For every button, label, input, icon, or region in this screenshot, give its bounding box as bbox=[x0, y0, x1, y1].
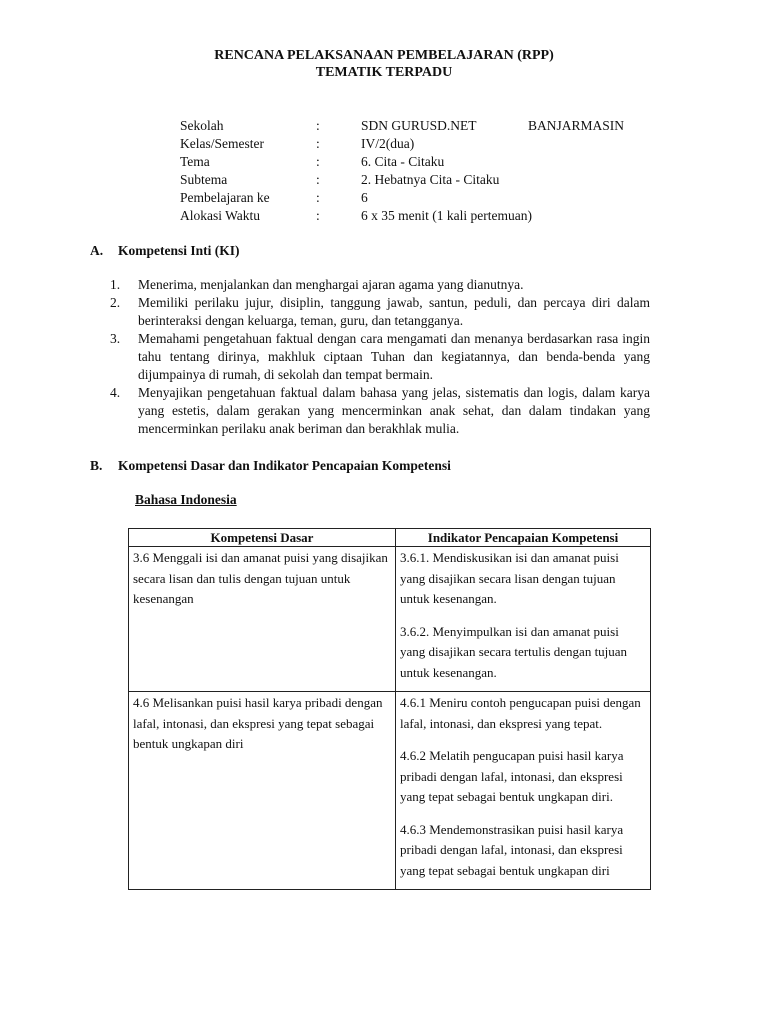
info-label: Alokasi Waktu bbox=[180, 208, 261, 223]
info-colon: : bbox=[316, 154, 320, 169]
indicator-cell bbox=[396, 692, 651, 890]
list-number: 4. bbox=[110, 385, 121, 400]
table-row bbox=[129, 547, 651, 692]
list-number: 1. bbox=[110, 277, 121, 292]
section-title: Kompetensi Dasar dan Indikator Pencapaian Kompetensi bbox=[118, 458, 451, 473]
info-label: Sekolah bbox=[180, 118, 224, 133]
document-title: RENCANA PELAKSANAAN PEMBELAJARAN (RPP) bbox=[214, 48, 554, 63]
info-city: BANJARMASIN bbox=[528, 118, 625, 133]
indicator-item: 3.6.2. Menyimpulkan isi dan amanat puisi yang disajikan secara tertulis dengan tujuan untuk kesenangan. bbox=[400, 623, 628, 680]
indicator-cell bbox=[396, 547, 651, 692]
info-value: 6 x 35 menit (1 kali pertemuan) bbox=[361, 208, 532, 223]
info-colon: : bbox=[316, 208, 320, 223]
indicator-item: 3.6.1. Mendiskusikan isi dan amanat puisi yang disajikan secara lisan dengan tujuan untuk kesenangan. bbox=[400, 550, 619, 606]
column-header-indicator: Indikator Pencapaian Kompetensi bbox=[396, 529, 651, 547]
list-text: Memiliki perilaku jujur, disiplin, tanggung jawab, santun, peduli, dan percaya diri dalam berinteraksi dengan keluarga, teman, guru, dan tetangganya. bbox=[138, 295, 650, 328]
section-b-heading bbox=[90, 458, 451, 474]
list-item bbox=[110, 276, 650, 294]
list-text: Menyajikan pengetahuan faktual dalam bahasa yang jelas, sistematis dan logis, dalam karya yang estetis, dalam gerakan yang mencerminkan anak sehat, dan dalam tindakan yang mencerminkan perilaku anak beriman dan berakhlak mulia. bbox=[138, 385, 650, 436]
info-label: Subtema bbox=[180, 172, 228, 187]
table-header-row bbox=[129, 529, 651, 547]
competency-table bbox=[128, 528, 651, 890]
section-letter: B. bbox=[90, 458, 103, 473]
section-a-heading bbox=[90, 243, 240, 259]
info-label: Pembelajaran ke bbox=[180, 190, 270, 205]
list-number: 2. bbox=[110, 295, 121, 310]
info-value: 2. Hebatnya Cita - Citaku bbox=[361, 172, 500, 187]
subject-heading: Bahasa Indonesia bbox=[135, 492, 237, 507]
info-colon: : bbox=[316, 136, 320, 151]
kompetensi-inti-list bbox=[110, 276, 650, 438]
info-label: Tema bbox=[180, 154, 210, 169]
info-colon: : bbox=[316, 190, 320, 205]
info-value: 6 bbox=[361, 190, 368, 205]
list-item bbox=[110, 330, 650, 384]
list-item bbox=[110, 294, 650, 330]
info-value: SDN GURUSD.NET bbox=[361, 118, 477, 133]
column-header-kd: Kompetensi Dasar bbox=[129, 529, 396, 547]
indicator-item: 4.6.1 Meniru contoh pengucapan puisi dengan lafal, intonasi, dan ekspresi yang tepat. bbox=[400, 695, 641, 731]
kd-cell: 3.6 Menggali isi dan amanat puisi yang disajikan secara lisan dan tulis dengan tujuan untuk kesenangan bbox=[129, 547, 396, 692]
info-colon: : bbox=[316, 118, 320, 133]
indicator-item: 4.6.3 Mendemonstrasikan puisi hasil karya pribadi dengan lafal, intonasi, dan ekspresi yang tepat sebagai bentuk ungkapan diri bbox=[400, 821, 624, 878]
list-text: Memahami pengetahuan faktual dengan cara mengamati dan menanya berdasarkan rasa ingin tahu tentang dirinya, makhluk ciptaan Tuhan dan kegiatannya, dan benda-benda yang dijumpainya di rumah, di sekolah dan tempat bermain. bbox=[138, 331, 650, 382]
list-number: 3. bbox=[110, 331, 121, 346]
section-title: Kompetensi Inti (KI) bbox=[118, 243, 240, 258]
list-item bbox=[110, 384, 650, 438]
document-subtitle: TEMATIK TERPADU bbox=[315, 65, 453, 80]
info-colon: : bbox=[316, 172, 320, 187]
indicator-item: 4.6.2 Melatih pengucapan puisi hasil karya pribadi dengan lafal, intonasi, dan ekspresi yang tepat sebagai bentuk ungkapan diri. bbox=[400, 748, 624, 804]
info-value: IV/2(dua) bbox=[361, 136, 415, 151]
info-label: Kelas/Semester bbox=[180, 136, 264, 151]
info-value: 6. Cita - Citaku bbox=[361, 154, 445, 169]
kd-cell: 4.6 Melisankan puisi hasil karya pribadi dengan lafal, intonasi, dan ekspresi yang tepat sebagai bentuk ungkapan diri bbox=[129, 692, 396, 890]
table-row bbox=[129, 692, 651, 890]
section-letter: A. bbox=[90, 243, 104, 258]
list-text: Menerima, menjalankan dan menghargai ajaran agama yang dianutnya. bbox=[138, 277, 524, 292]
